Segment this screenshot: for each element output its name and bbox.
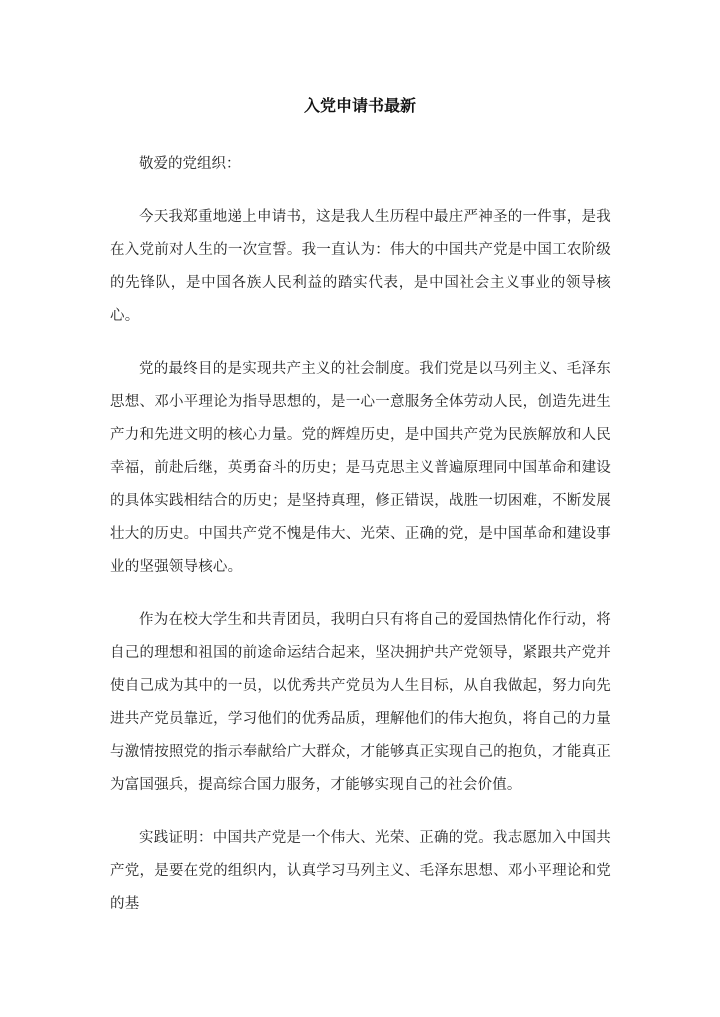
salutation: 敬爱的党组织：: [139, 156, 241, 172]
paragraph-2: 党的最终目的是实现共产主义的社会制度。我们党是以马列主义、毛泽东思想、邓小平理论为指导思想的，是一心一意服务全体劳动人民，创造先进生产力和先进文明的核心力量。党的辉煌历史，是中国共产党为民族解放和人民幸福，前赴后继，英勇奋斗的历史；是马克思主义普遍原理同中国革命和建设的具体实践相结合的历史；是坚持真理，修正错误，战胜一切困难，不断发展壮大的历史。中国共产党不愧是伟大、光荣、正确的党，是中国革命和建设事业的坚强领导核心。: [110, 361, 611, 575]
paragraph-4: 实践证明：中国共产党是一个伟大、光荣、正确的党。我志愿加入中国共产党，是要在党的组织内，认真学习马列主义、毛泽东思想、邓小平理论和党的基: [110, 830, 611, 912]
paragraph-3: 作为在校大学生和共青团员，我明白只有将自己的爱国热情化作行动，将自己的理想和祖国的前途命运结合起来，坚决拥护共产党领导，紧跟共产党并使自己成为其中的一员，以优秀共产党员为人生目标，从自我做起，努力向先进共产党员靠近，学习他们的优秀品质，理解他们的伟大抱负，将自己的力量与激情按照党的指示奉献给广大群众，才能够真正实现自己的抱负，才能真正为富国强兵，提高综合国力服务，才能够实现自己的社会价值。: [110, 612, 611, 793]
document-title: 入党申请书最新: [303, 96, 416, 115]
document-body: [110, 148, 611, 941]
paragraph-1: 今天我郑重地递上申请书，这是我人生历程中最庄严神圣的一件事，是我在入党前对人生的一次宣誓。我一直认为：伟大的中国共产党是中国工农阶级的先锋队，是中国各族人民利益的踏实代表，是中国社会主义事业的领导核心。: [110, 209, 611, 324]
